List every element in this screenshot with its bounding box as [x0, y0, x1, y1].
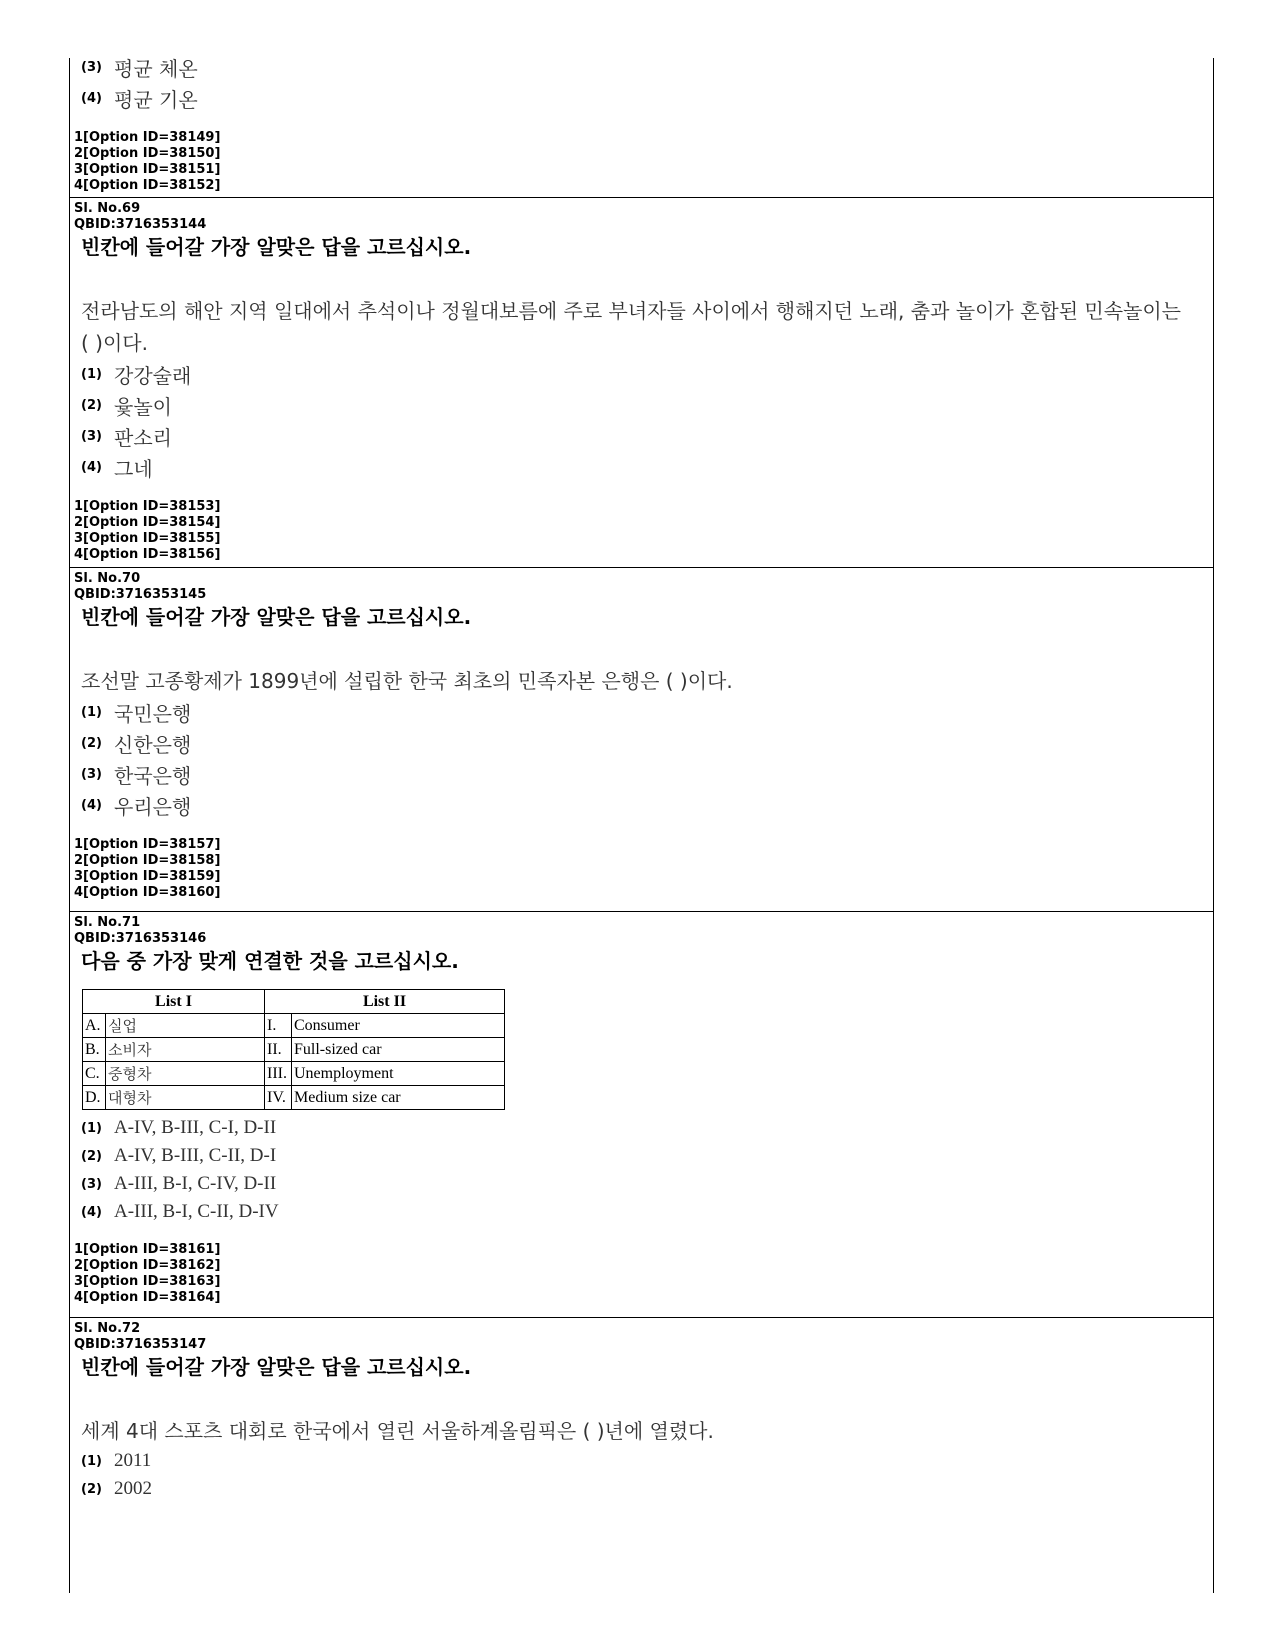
option-text: 판소리 — [114, 426, 172, 450]
option — [81, 390, 1213, 421]
option-text: 국민은행 — [114, 702, 192, 726]
option-id: 3[Option ID=38155] — [74, 531, 221, 546]
option — [81, 1114, 1213, 1142]
option-id: 2[Option ID=38162] — [74, 1258, 221, 1273]
option-text: 우리은행 — [114, 795, 192, 819]
question-text: 세계 4대 스포츠 대회로 한국에서 열린 서울하계올림픽은 ( )년에 열렸다. — [81, 1419, 714, 1443]
table-row — [83, 1038, 505, 1062]
option — [81, 1198, 1213, 1226]
option-id: 1[Option ID=38161] — [74, 1242, 221, 1257]
table-cell: A. — [83, 1014, 106, 1038]
option — [81, 759, 1213, 790]
option-text: A-III, B-I, C-IV, D-II — [114, 1173, 277, 1194]
serial-number: Sl. No.71 — [74, 915, 141, 930]
option-id: 4[Option ID=38152] — [74, 178, 221, 193]
serial-number: Sl. No.70 — [74, 571, 141, 586]
table-header-row — [83, 990, 505, 1014]
option — [81, 1142, 1213, 1170]
serial-number: Sl. No.69 — [74, 201, 141, 216]
options-list — [81, 697, 1213, 821]
option-id: 3[Option ID=38159] — [74, 869, 221, 884]
option-number: (4) — [81, 1204, 102, 1220]
option — [81, 83, 1213, 114]
table-cell: III. — [265, 1062, 292, 1086]
option-number: (1) — [81, 1453, 102, 1469]
option-text: 2002 — [114, 1478, 152, 1499]
options-list — [81, 1114, 1213, 1226]
question-block-70 — [70, 567, 1213, 912]
question-text: 조선말 고종황제가 1899년에 설립한 한국 최초의 민족자본 은행은 ( )이다. — [81, 669, 733, 693]
option-text: 윷놀이 — [114, 395, 172, 419]
table-cell: C. — [83, 1062, 106, 1086]
options-list — [81, 1447, 1213, 1503]
table-cell: Medium size car — [292, 1086, 505, 1110]
table-cell: B. — [83, 1038, 106, 1062]
qbid: QBID:3716353147 — [74, 1337, 207, 1352]
option-number: (2) — [81, 1148, 102, 1164]
option-id: 2[Option ID=38154] — [74, 515, 221, 530]
option-ids — [74, 130, 1213, 194]
option — [81, 421, 1213, 452]
question-title: 빈칸에 들어갈 가장 알맞은 답을 고르십시오. — [81, 605, 472, 629]
option-text: 강강술래 — [114, 364, 192, 388]
option-text: 2011 — [114, 1450, 152, 1471]
question-title: 빈칸에 들어갈 가장 알맞은 답을 고르십시오. — [81, 1355, 472, 1379]
option — [81, 52, 1213, 83]
option-text: 평균 체온 — [114, 57, 198, 81]
option — [81, 452, 1213, 483]
question-meta — [74, 1321, 1213, 1353]
option-text: 신한은행 — [114, 733, 192, 757]
table-cell: Consumer — [292, 1014, 505, 1038]
option-ids — [74, 499, 1213, 563]
option-number: (1) — [81, 367, 102, 382]
question-block-71 — [70, 911, 1213, 1318]
option — [81, 728, 1213, 759]
option-id: 4[Option ID=38156] — [74, 547, 221, 562]
option-ids — [74, 837, 1213, 901]
question-meta — [74, 915, 1213, 947]
table-cell: 소비자 — [106, 1038, 265, 1062]
table-cell: D. — [83, 1086, 106, 1110]
table-row — [83, 1086, 505, 1110]
option-number: (3) — [81, 1176, 102, 1192]
option-number: (3) — [81, 429, 102, 444]
question-paper — [69, 58, 1214, 1593]
option-id: 2[Option ID=38158] — [74, 853, 221, 868]
option — [81, 790, 1213, 821]
option-id: 1[Option ID=38149] — [74, 130, 221, 145]
option-text: A-IV, B-III, C-I, D-II — [114, 1117, 277, 1138]
question-title: 빈칸에 들어갈 가장 알맞은 답을 고르십시오. — [81, 235, 472, 259]
option-number: (4) — [81, 91, 102, 106]
question-block-continued — [70, 58, 1213, 197]
options-list — [81, 52, 1213, 114]
option-text: A-IV, B-III, C-II, D-I — [114, 1145, 277, 1166]
qbid: QBID:3716353146 — [74, 931, 207, 946]
qbid: QBID:3716353145 — [74, 587, 207, 602]
table-row — [83, 1014, 505, 1038]
option-text: 그네 — [114, 457, 153, 481]
option-id: 3[Option ID=38163] — [74, 1274, 221, 1289]
option-id: 4[Option ID=38164] — [74, 1290, 221, 1305]
option — [81, 1447, 1213, 1475]
match-table — [82, 989, 505, 1110]
table-cell: 중형차 — [106, 1062, 265, 1086]
question-meta — [74, 201, 1213, 233]
table-cell: IV. — [265, 1086, 292, 1110]
table-cell: Unemployment — [292, 1062, 505, 1086]
table-header: List II — [265, 990, 505, 1014]
option — [81, 359, 1213, 390]
option-text: A-III, B-I, C-II, D-IV — [114, 1201, 279, 1222]
option-id: 1[Option ID=38157] — [74, 837, 221, 852]
option-number: (3) — [81, 60, 102, 75]
question-title: 다음 중 가장 맞게 연결한 것을 고르십시오. — [81, 949, 459, 973]
table-cell: II. — [265, 1038, 292, 1062]
table-cell: 실업 — [106, 1014, 265, 1038]
option-number: (1) — [81, 1120, 102, 1136]
serial-number: Sl. No.72 — [74, 1321, 141, 1336]
table-cell: 대형차 — [106, 1086, 265, 1110]
option-number: (2) — [81, 736, 102, 751]
option-id: 1[Option ID=38153] — [74, 499, 221, 514]
table-header: List I — [83, 990, 265, 1014]
option — [81, 1475, 1213, 1503]
option-text: 한국은행 — [114, 764, 192, 788]
question-block-72 — [70, 1317, 1213, 1594]
option-number: (1) — [81, 705, 102, 720]
option-number: (3) — [81, 767, 102, 782]
question-block-69 — [70, 197, 1213, 568]
table-cell: Full-sized car — [292, 1038, 505, 1062]
option — [81, 697, 1213, 728]
option-number: (2) — [81, 1481, 102, 1497]
question-meta — [74, 571, 1213, 603]
qbid: QBID:3716353144 — [74, 217, 207, 232]
option-id: 2[Option ID=38150] — [74, 146, 221, 161]
table-cell: I. — [265, 1014, 292, 1038]
table-row — [83, 1062, 505, 1086]
option-text: 평균 기온 — [114, 88, 198, 112]
question-text: 전라남도의 해안 지역 일대에서 추석이나 정월대보름에 주로 부녀자들 사이에서 행해지던 노래, 춤과 놀이가 혼합된 민속놀이는 ( )이다. — [81, 299, 1182, 355]
option-id: 3[Option ID=38151] — [74, 162, 221, 177]
options-list — [81, 359, 1213, 483]
option-ids — [74, 1242, 1213, 1306]
option-number: (2) — [81, 398, 102, 413]
option-number: (4) — [81, 798, 102, 813]
option — [81, 1170, 1213, 1198]
option-number: (4) — [81, 460, 102, 475]
option-id: 4[Option ID=38160] — [74, 885, 221, 900]
